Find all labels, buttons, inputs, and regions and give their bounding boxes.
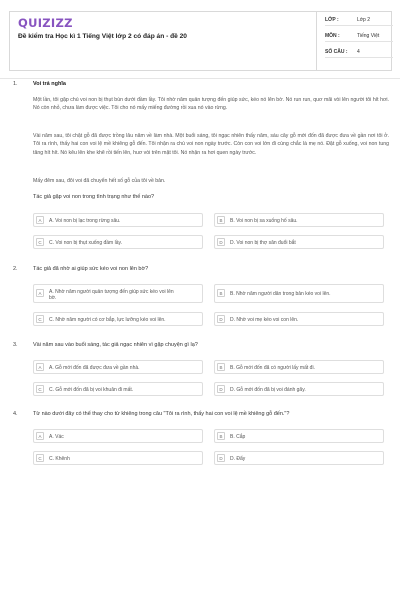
option-letter: C (36, 315, 44, 323)
info-value: 4 (357, 49, 360, 55)
answer-option-b[interactable] (214, 360, 384, 374)
option-text: C. Khênh (49, 455, 70, 462)
quizizz-logo: QUIZIZZ (18, 16, 73, 30)
question-prompt: Tác giả đã nhờ ai giúp sức kéo voi non lên bờ? (33, 266, 149, 272)
option-text: D. Nhờ voi mẹ kéo voi con lên. (230, 316, 299, 323)
answer-option-b[interactable] (214, 284, 384, 303)
info-label: SỐ CÂU : (325, 49, 348, 55)
option-text: D. Gỗ mới đốn đã bị voi đánh gãy. (230, 386, 306, 393)
worksheet-info (316, 12, 392, 70)
option-letter: B (217, 432, 225, 440)
answer-option-c[interactable] (33, 235, 203, 249)
question-prompt: Từ nào dưới đây có thể thay cho từ khiêng trong câu "Tôi ra rình, thấy hai con voi lệ mề khiêng gỗ đến."? (33, 411, 290, 417)
option-letter: C (36, 385, 44, 393)
answer-option-d[interactable] (214, 451, 384, 465)
option-text: B. Nhờ năm người dân trong bản kéo voi lên. (230, 291, 331, 297)
option-letter: A (36, 289, 44, 297)
worksheet-header (9, 11, 392, 71)
question-prompt: Tác giả gặp voi non trong tình trạng như thế nào? (33, 194, 155, 200)
question-number: 2. (13, 266, 18, 272)
option-text: C. Gỗ mới đốn đã bị voi khuân đi mất. (49, 386, 134, 393)
question-prompt: Vài năm sau vào buổi sáng, tác giả ngạc nhiên vì gặp chuyện gì lạ? (33, 342, 198, 348)
worksheet-title: Đề kiểm tra Học kì 1 Tiếng Việt lớp 2 có đáp án - đề 20 (18, 33, 187, 40)
info-row-subject (325, 30, 393, 42)
option-letter: B (217, 216, 225, 224)
question-number: 1. (13, 81, 18, 87)
answer-option-b[interactable] (214, 429, 384, 443)
option-letter: D (217, 454, 225, 462)
option-text: C. Nhờ năm người có cơ bắp, lực lưỡng kéo voi lên. (49, 316, 166, 323)
option-letter: D (217, 238, 225, 246)
option-text: B. Voi non bị sa xuống hố sâu. (230, 217, 298, 224)
passage-paragraph: Mấy đêm sau, đôi voi đã chuyển hết số gỗ của tôi về bản. (33, 178, 166, 184)
header-divider (0, 78, 400, 79)
answer-option-d[interactable] (214, 382, 384, 396)
option-text: B. Cắp (230, 433, 246, 440)
option-text: C. Voi non bị thụt xuống đầm lầy. (49, 239, 123, 246)
answer-option-a[interactable] (33, 213, 203, 227)
info-label: MÔN : (325, 33, 340, 39)
info-row-question-count (325, 46, 393, 58)
info-value: Lớp 2 (357, 17, 371, 23)
option-text: A. Vác (49, 433, 64, 440)
option-letter: D (217, 385, 225, 393)
answer-option-a[interactable] (33, 284, 203, 303)
passage-paragraph: Một lần, tôi gặp chú voi non bị thụt bùn dưới đầm lầy. Tôi nhờ năm quản tượng đến giúp sức, kéo nó lên bờ. Nó run run, quơ mãi vòi lên người tôi hít hơi. Nó còn nhỏ, chưa làm được việc. Tôi cho nó mấy miếng đường rồi xua nó vào rừng. (33, 97, 389, 112)
option-text: B. Gỗ mới đốn đã có người lấy mất đi. (230, 364, 315, 371)
option-letter: B (217, 289, 225, 297)
option-text: A. Nhờ năm người quản tượng đến giúp sức kéo voi lên bờ. (49, 288, 174, 301)
answer-option-d[interactable] (214, 235, 384, 249)
answer-option-c[interactable] (33, 451, 203, 465)
option-letter: C (36, 238, 44, 246)
option-letter: D (217, 315, 225, 323)
answer-option-d[interactable] (214, 312, 384, 326)
answer-option-a[interactable] (33, 429, 203, 443)
answer-option-c[interactable] (33, 312, 203, 326)
option-text: D. Đẩy (230, 455, 246, 462)
info-value: Tiếng Việt (357, 33, 380, 39)
info-label: LỚP : (325, 17, 339, 23)
question-number: 4. (13, 411, 18, 417)
option-letter: A (36, 363, 44, 371)
option-letter: C (36, 454, 44, 462)
answer-option-a[interactable] (33, 360, 203, 374)
info-row-grade (325, 14, 393, 26)
option-letter: B (217, 363, 225, 371)
passage-paragraph: Vài năm sau, tôi chặt gỗ đã được trồng lâu năm về làm nhà. Một buổi sáng, tôi ngạc nhiên thấy năm, sáu cây gỗ mới đốn đã được đưa về gần nơi tôi ở. Tôi ra rình, thấy hai con voi lệ mề khiêng gỗ đến. Tôi nhận ra chú voi non ngày trước. Còn con voi lớn đi cùng chắc là mẹ nó. Đặt gỗ xuống, voi non tung tăng hít hít. Nó kêu lên khe khẽ rồi tiến lên, huơ vòi trên mặt tôi. Nó nhận ra hơi quen ngày trước. (33, 133, 389, 156)
option-letter: A (36, 216, 44, 224)
option-text: D. Voi non bị thợ săn đuổi bắt (230, 239, 296, 246)
answer-option-c[interactable] (33, 382, 203, 396)
option-letter: A (36, 432, 44, 440)
option-text: A. Voi non bị lạc trong rừng sâu. (49, 217, 121, 224)
answer-option-b[interactable] (214, 213, 384, 227)
passage-title: Voi trả nghĩa (33, 81, 66, 87)
option-text: A. Gỗ mới đốn đã được đưa về gần nhà. (49, 364, 140, 371)
question-number: 3. (13, 342, 18, 348)
